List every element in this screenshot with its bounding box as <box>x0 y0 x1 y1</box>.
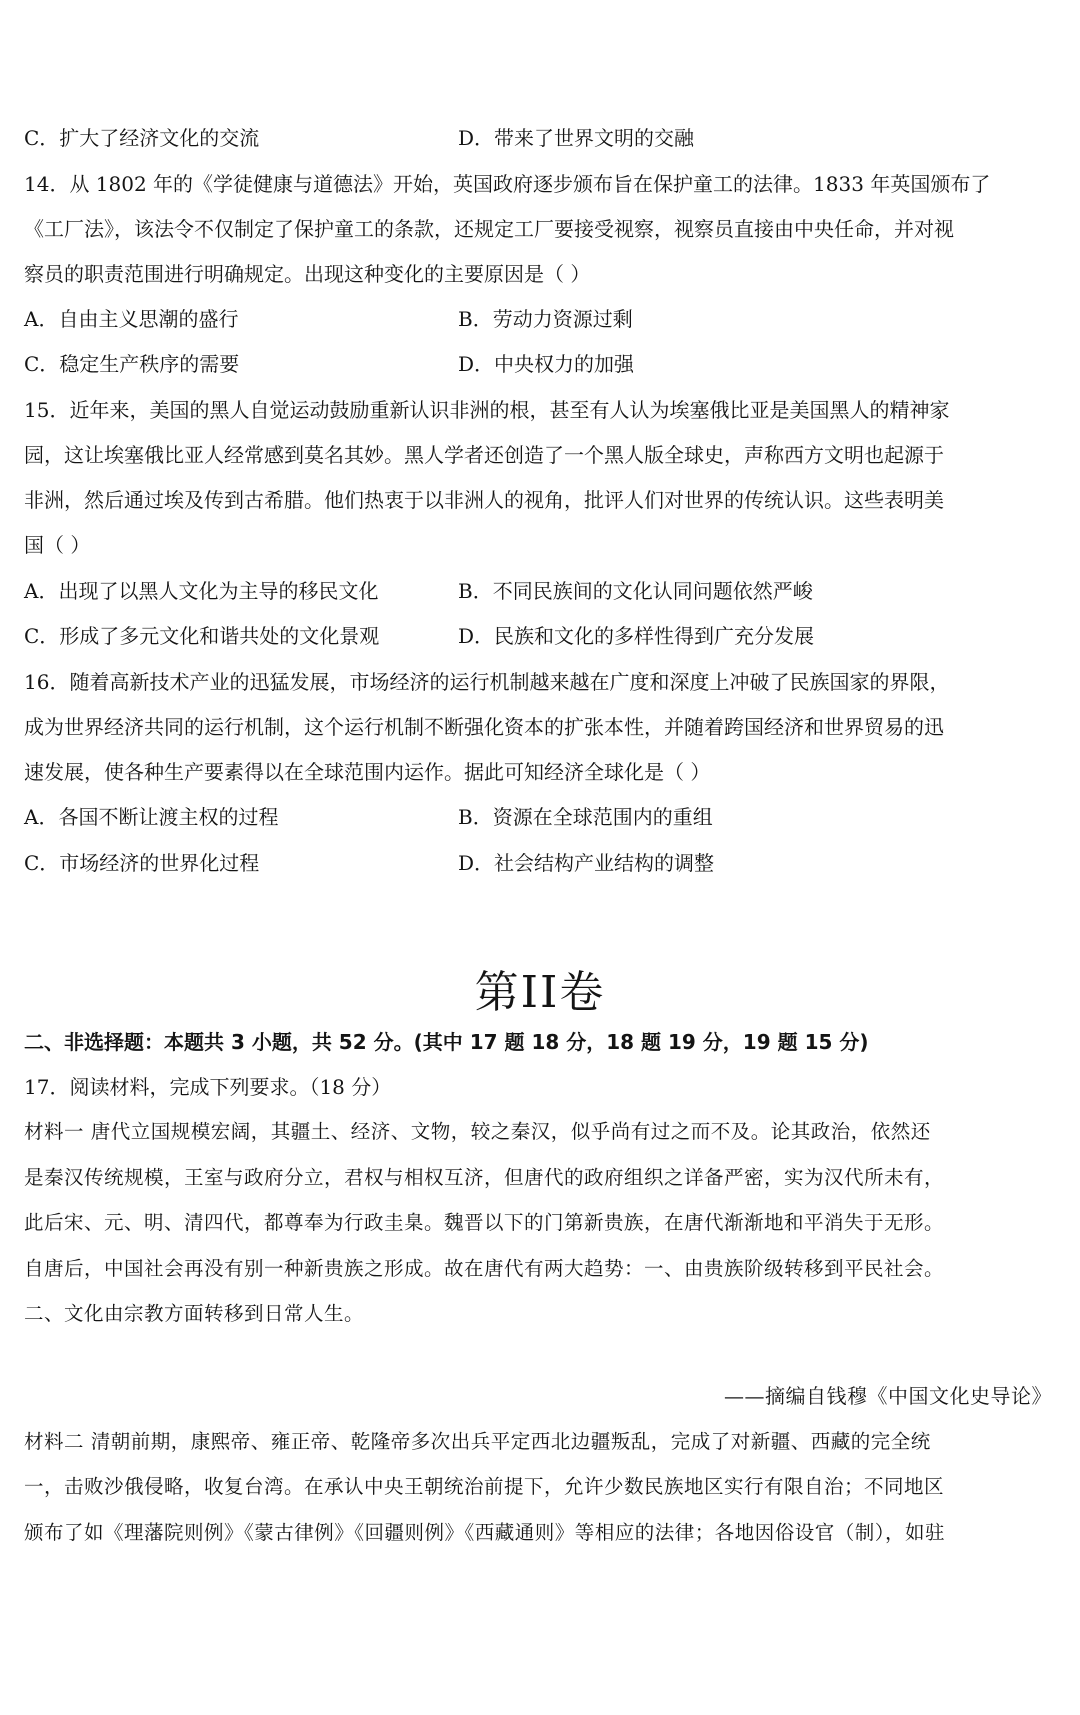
q17-material1-line-3: 此后宋、元、明、清四代，都尊奉为行政圭臬。魏晋以下的门第新贵族，在唐代渐渐地和平消失于无形。 <box>24 1211 945 1234</box>
q15-option-a: A．出现了以黑人文化为主导的移民文化 <box>24 579 379 603</box>
q15-option-d: D．民族和文化的多样性得到广充分发展 <box>458 624 815 648</box>
q15-line-4: 国（ ） <box>24 533 91 557</box>
q14-line-1: 14．从 1802 年的《学徒健康与道德法》开始，英国政府逐步颁布旨在保护童工的法律。1833 年英国颁布了 <box>24 172 991 196</box>
q17-material2-line-2: 一，击败沙俄侵略，收复台湾。在承认中央王朝统治前提下，允许少数民族地区实行有限自治；不同地区 <box>24 1475 945 1498</box>
q16-line-2: 成为世界经济共同的运行机制，这个运行机制不断强化资本的扩张本性，并随着跨国经济和世界贸易的迅 <box>24 715 944 739</box>
q17-material1-line-2: 是秦汉传统规模，王室与政府分立，君权与相权互济，但唐代的政府组织之详备严密，实为汉代所未有， <box>24 1166 945 1189</box>
q15-line-2: 园，这让埃塞俄比亚人经常感到莫名其妙。黑人学者还创造了一个黑人版全球史，声称西方文明也起源于 <box>24 443 944 467</box>
part-header: 二、非选择题：本题共 3 小题，共 52 分。(其中 17 题 18 分，18 题 19 分，19 题 15 分) <box>24 1030 869 1054</box>
q14-option-d: D．中央权力的加强 <box>458 352 635 376</box>
q16-option-c: C．市场经济的世界化过程 <box>24 851 260 875</box>
q15-line-1: 15．近年来，美国的黑人自觉运动鼓励重新认识非洲的根，甚至有人认为埃塞俄比亚是美国黑人的精神家 <box>24 398 950 422</box>
q16-option-b: B．资源在全球范围内的重组 <box>458 805 713 829</box>
q15-option-c: C．形成了多元文化和谐共处的文化景观 <box>24 624 380 648</box>
q13-option-d: D．带来了世界文明的交融 <box>458 126 695 150</box>
q17-material2-line-3: 颁布了如《理藩院则例》《蒙古律例》《回疆则例》《西藏通则》等相应的法律；各地因俗设官（制），如驻 <box>24 1521 946 1544</box>
q16-option-a: A．各国不断让渡主权的过程 <box>24 805 279 829</box>
q16-option-d: D．社会结构产业结构的调整 <box>458 851 715 875</box>
q13-option-c: C．扩大了经济文化的交流 <box>24 126 260 150</box>
q17-material1-line-5: 二、文化由宗教方面转移到日常人生。 <box>24 1302 365 1325</box>
q14-line-2: 《工厂法》，该法令不仅制定了保护童工的条款，还规定工厂要接受视察，视察员直接由中央任命，并对视 <box>24 217 954 241</box>
q17-source1: ——摘编自钱穆《中国文化史导论》 <box>724 1384 1052 1408</box>
section-title: 第II卷 <box>474 967 606 1018</box>
q17-material1-line-4: 自唐后，中国社会再没有别一种新贵族之形成。故在唐代有两大趋势：一、由贵族阶级转移到平民社会。 <box>24 1257 945 1280</box>
q14-option-b: B．劳动力资源过剩 <box>458 307 633 331</box>
q14-option-c: C．稳定生产秩序的需要 <box>24 352 240 376</box>
q14-option-a: A．自由主义思潮的盛行 <box>24 307 239 331</box>
q17-material1-line-1: 材料一 唐代立国规模宏阔，其疆土、经济、文物，较之秦汉，似乎尚有过之而不及。论其政治，依然还 <box>24 1120 931 1143</box>
q14-line-3: 察员的职责范围进行明确规定。出现这种变化的主要原因是（ ） <box>24 262 591 286</box>
q16-line-1: 16．随着高新技术产业的迅猛发展，市场经济的运行机制越来越在广度和深度上冲破了民族国家的界限， <box>24 670 950 694</box>
q15-line-3: 非洲，然后通过埃及传到古希腊。他们热衷于以非洲人的视角，批评人们对世界的传统认识。这些表明美 <box>24 488 944 512</box>
q17-prompt: 17．阅读材料，完成下列要求。（18 分） <box>24 1075 392 1099</box>
q15-option-b: B．不同民族间的文化认同问题依然严峻 <box>458 579 813 603</box>
q16-line-3: 速发展，使各种生产要素得以在全球范围内运作。据此可知经济全球化是（ ） <box>24 760 711 784</box>
q17-material2-line-1: 材料二 清朝前期，康熙帝、雍正帝、乾隆帝多次出兵平定西北边疆叛乱，完成了对新疆、西藏的完全统 <box>24 1430 931 1453</box>
